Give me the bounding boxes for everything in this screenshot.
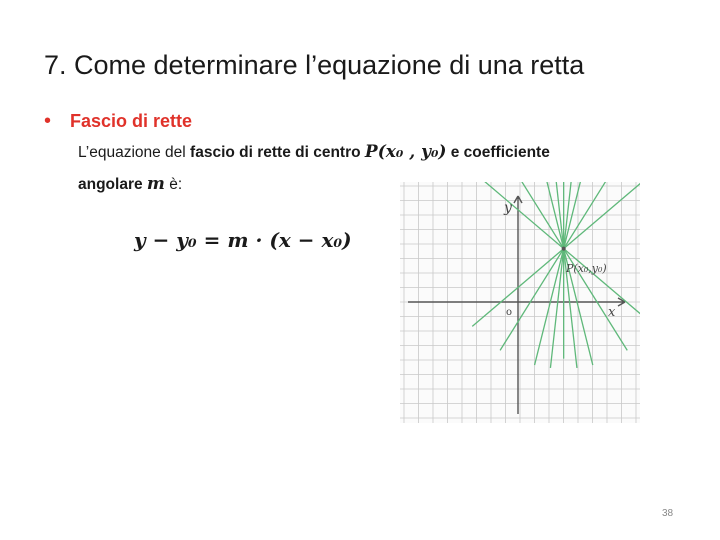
point-P: P — [364, 142, 378, 162]
equation: y − y₀ = m · (x − x₀) — [134, 228, 352, 252]
point-coords: (x₀ , y₀) — [377, 142, 447, 162]
pencil-lines — [472, 182, 640, 368]
axis-y-label: y — [504, 200, 512, 216]
center-point — [562, 247, 566, 251]
body-mid: e coefficiente — [446, 144, 550, 161]
body-pre: L’equazione del — [78, 144, 191, 161]
slope-m: m — [146, 174, 165, 194]
slide-title: 7. Come determinare l’equazione di una retta — [44, 50, 585, 80]
point-label: P(x₀,y₀) — [566, 262, 607, 275]
axis-x-label: x — [608, 305, 616, 320]
bullet-dot: • — [44, 110, 52, 132]
body-text-line-2 — [78, 174, 182, 194]
pencil-of-lines-figure — [400, 182, 640, 423]
bullet — [44, 110, 192, 133]
origin-label: o — [506, 307, 513, 318]
bullet-heading: Fascio di rette — [70, 111, 193, 131]
page-number: 38 — [662, 508, 674, 519]
body-line2-bold: angolare — [78, 176, 147, 193]
body-bold: fascio di rette di centro — [190, 144, 365, 161]
body-line2-end: è: — [164, 176, 183, 193]
figure-svg — [400, 182, 640, 423]
body-text-line-1 — [78, 142, 550, 162]
y-axis — [514, 196, 522, 414]
